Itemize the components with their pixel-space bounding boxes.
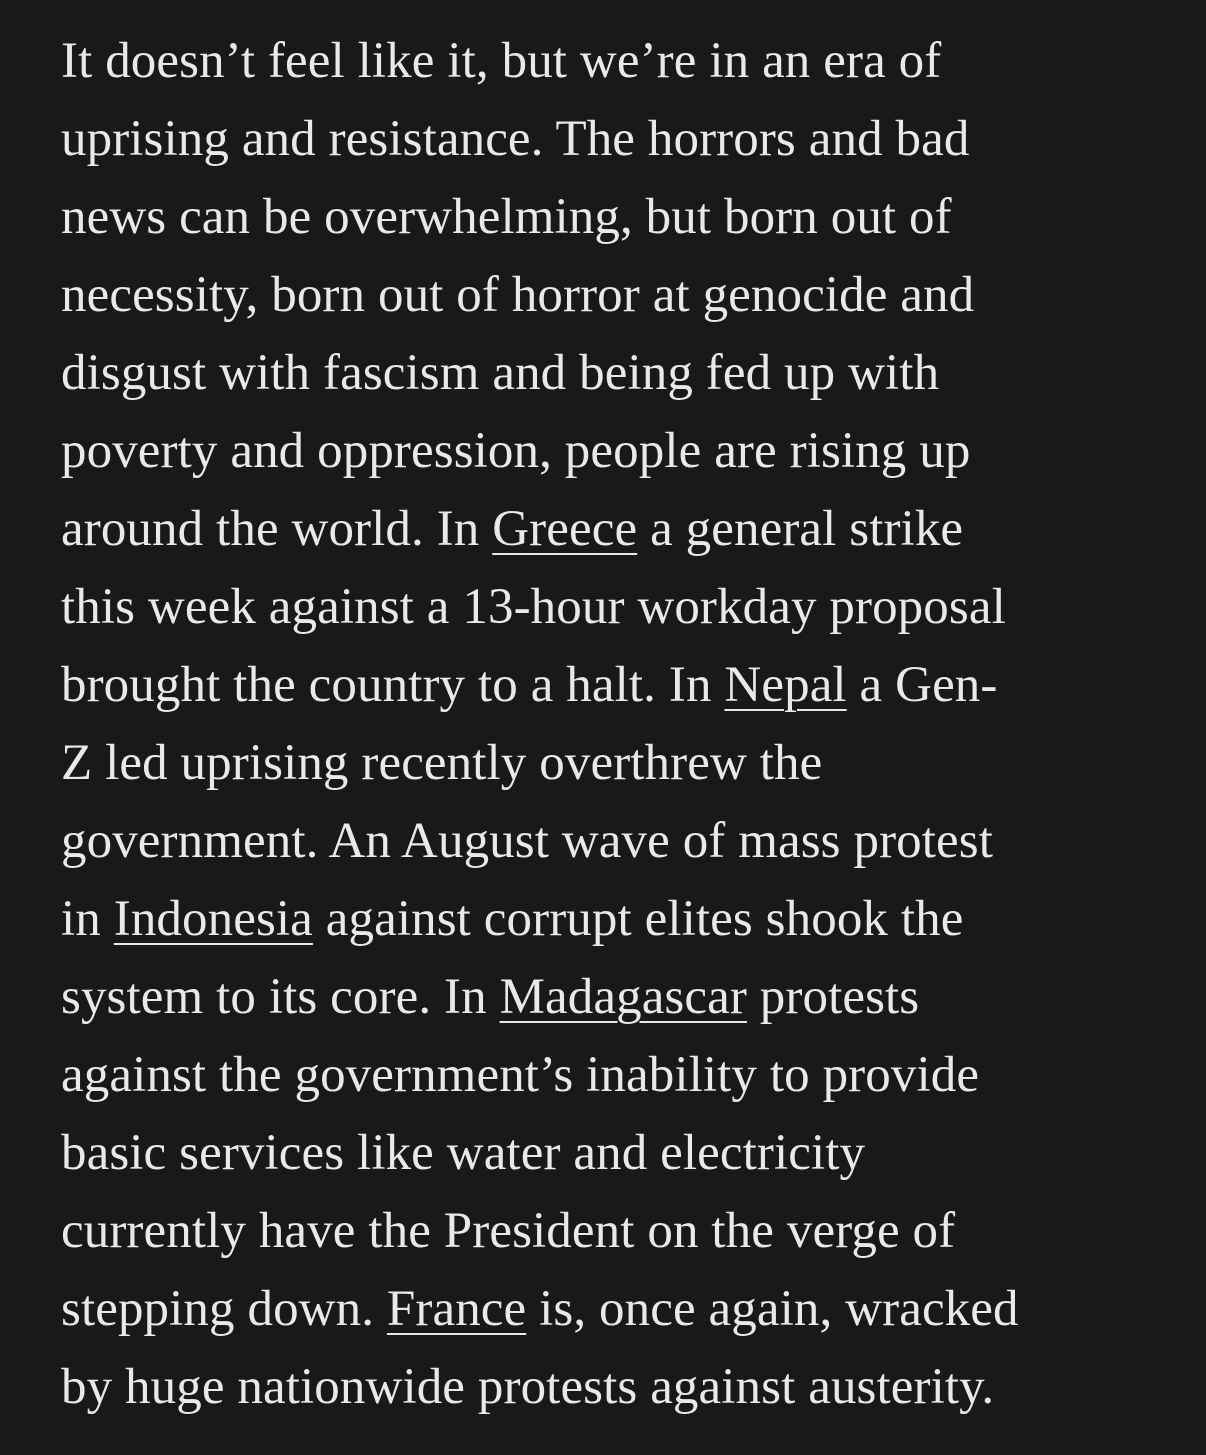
line-text: against corrupt elites shook the bbox=[312, 891, 964, 947]
paragraph-line bbox=[61, 886, 1161, 964]
article-paragraph bbox=[61, 28, 1161, 1432]
greece-link[interactable]: Greece bbox=[492, 501, 638, 557]
paragraph-line: against the government’s inability to provide bbox=[61, 1047, 980, 1103]
france-link[interactable]: France bbox=[386, 1281, 527, 1337]
line-text: a general strike bbox=[637, 501, 964, 557]
paragraph-line: government. An August wave of mass protest bbox=[61, 813, 993, 869]
line-text: around the world. In bbox=[61, 501, 493, 557]
paragraph-line bbox=[61, 964, 1161, 1042]
paragraph-line: poverty and oppression, people are rising up bbox=[61, 423, 971, 479]
line-text: protests bbox=[746, 969, 920, 1025]
paragraph-line: uprising and resistance. The horrors and bad bbox=[61, 111, 970, 167]
indonesia-link[interactable]: Indonesia bbox=[113, 891, 313, 947]
paragraph-line: currently have the President on the verge of bbox=[61, 1203, 956, 1259]
nepal-link[interactable]: Nepal bbox=[724, 657, 847, 713]
line-text: is, once again, wracked bbox=[526, 1281, 1019, 1337]
paragraph-line: necessity, born out of horror at genocide and bbox=[61, 267, 975, 323]
paragraph-line bbox=[61, 1276, 1161, 1354]
paragraph-line bbox=[61, 496, 1161, 574]
line-text: system to its core. In bbox=[61, 969, 500, 1025]
paragraph-line: this week against a 13-hour workday proposal bbox=[61, 579, 1006, 635]
line-text: stepping down. bbox=[61, 1281, 387, 1337]
paragraph-line: basic services like water and electricity bbox=[61, 1125, 866, 1181]
paragraph-line: Z led uprising recently overthrew the bbox=[61, 735, 823, 791]
paragraph-line: disgust with fascism and being fed up with bbox=[61, 345, 940, 401]
line-text: brought the country to a halt. In bbox=[61, 657, 725, 713]
paragraph-line: It doesn’t feel like it, but we’re in an era of bbox=[61, 33, 942, 89]
paragraph-line: news can be overwhelming, but born out of bbox=[61, 189, 952, 245]
madagascar-link[interactable]: Madagascar bbox=[499, 969, 747, 1025]
line-text: in bbox=[61, 891, 114, 947]
line-text: a Gen- bbox=[846, 657, 998, 713]
paragraph-line bbox=[61, 652, 1161, 730]
paragraph-line: by huge nationwide protests against austerity. bbox=[61, 1359, 995, 1415]
